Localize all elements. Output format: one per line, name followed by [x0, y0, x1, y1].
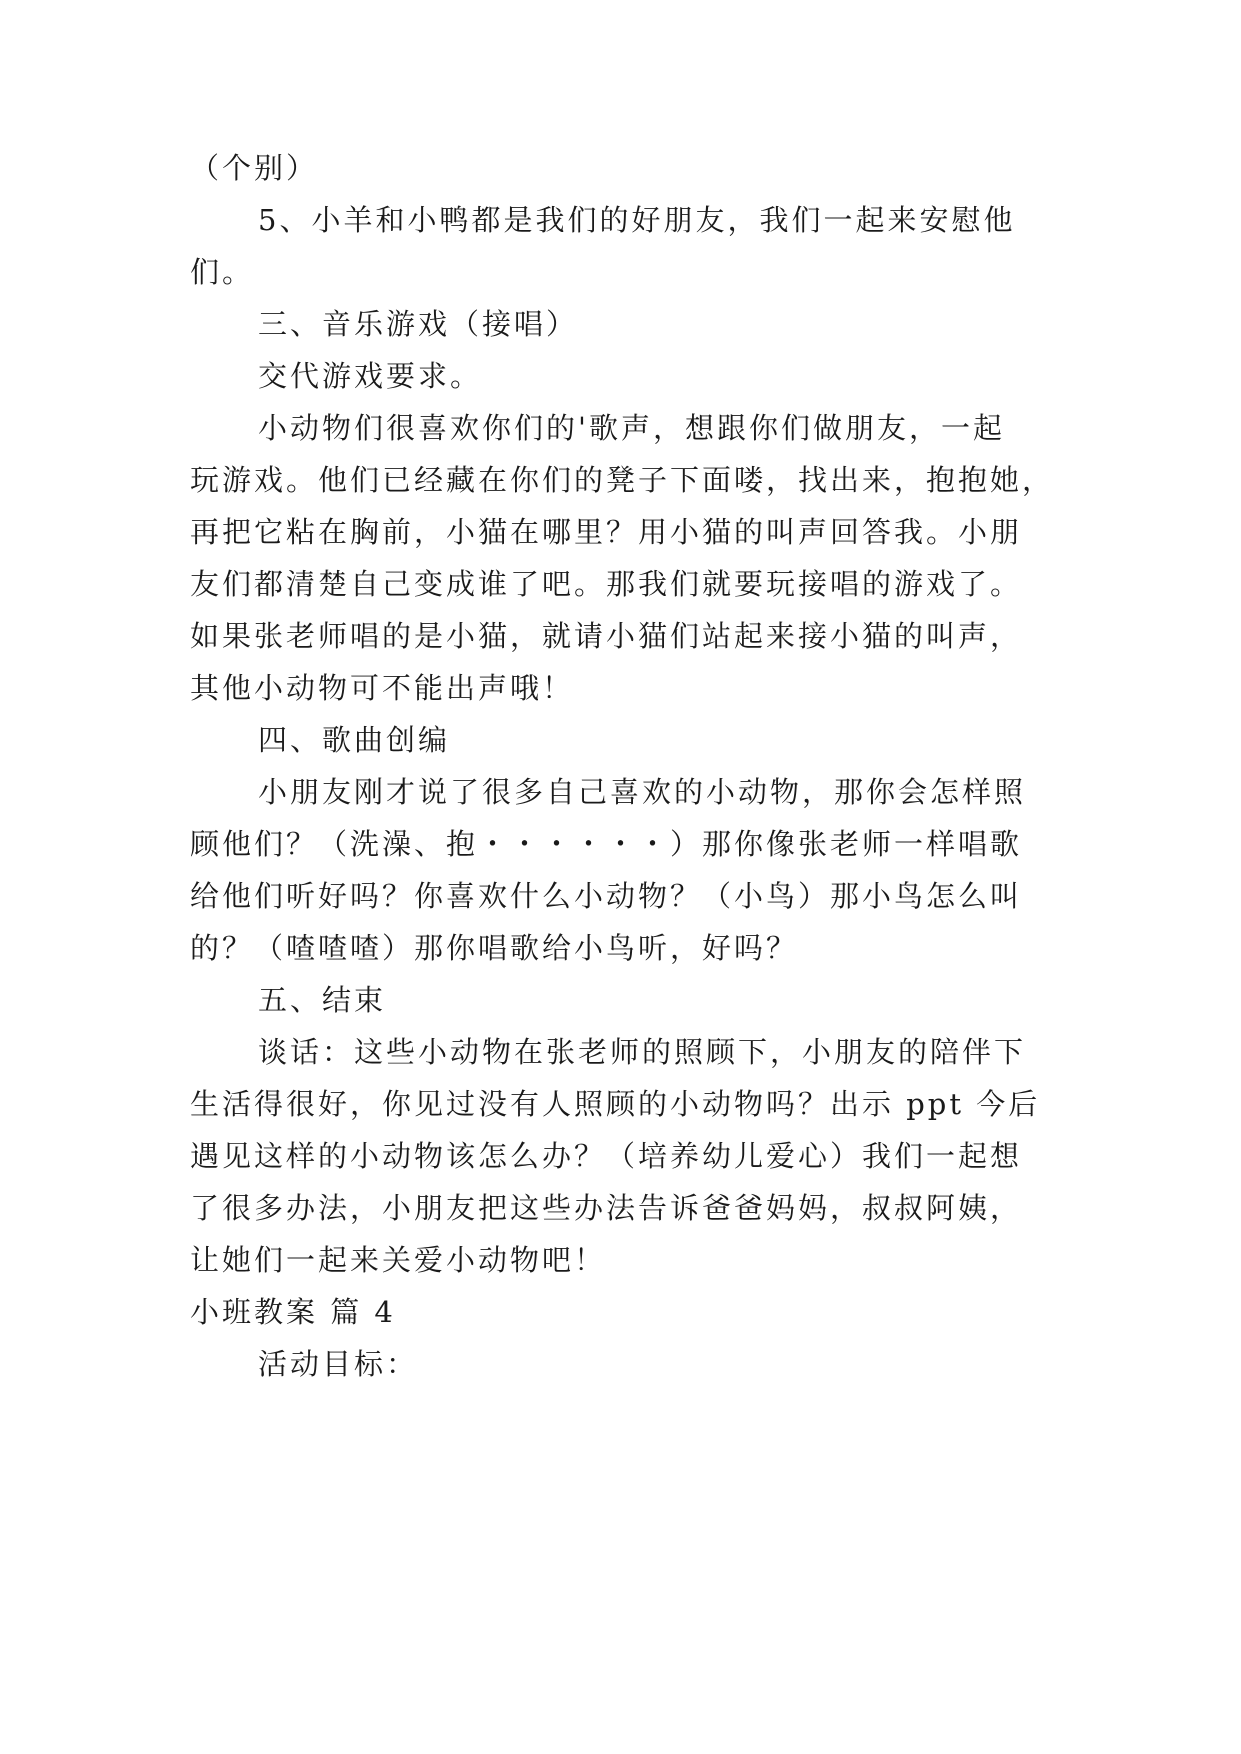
text-line: 小朋友刚才说了很多自己喜欢的小动物，那你会怎样照	[258, 775, 1027, 809]
text-line: 生活得很好，你见过没有人照顾的小动物吗？出示 ppt 今后	[190, 1087, 1041, 1121]
text-line: 了很多办法，小朋友把这些办法告诉爸爸妈妈，叔叔阿姨，	[190, 1191, 1023, 1225]
text-line: 谈话：这些小动物在张老师的照顾下，小朋友的陪伴下	[258, 1035, 1027, 1069]
text-line: 让她们一起来关爱小动物吧！	[190, 1243, 607, 1277]
text-line: 玩游戏。他们已经藏在你们的凳子下面喽，找出来，抱抱她，	[190, 463, 1055, 497]
text-line: 5、小羊和小鸭都是我们的好朋友，我们一起来安慰他	[258, 203, 1016, 237]
text-line: （个别）	[190, 151, 319, 185]
text-line: 如果张老师唱的是小猫，就请小猫们站起来接小猫的叫声，	[190, 619, 1023, 653]
text-line: 给他们听好吗？你喜欢什么小动物？（小鸟）那小鸟怎么叫	[190, 879, 1023, 913]
text-line: 顾他们？（洗澡、抱・・・・・・）那你像张老师一样唱歌	[190, 827, 1023, 861]
text-line: 小动物们很喜欢你们的'歌声，想跟你们做朋友，一起	[258, 411, 1005, 445]
section-heading: 四、歌曲创编	[258, 723, 451, 757]
text-line: 遇见这样的小动物该怎么办？（培养幼儿爱心）我们一起想	[190, 1139, 1023, 1173]
section-heading: 五、结束	[258, 983, 387, 1017]
text-line: 友们都清楚自己变成谁了吧。那我们就要玩接唱的游戏了。	[190, 567, 1023, 601]
text-line: 的？（喳喳喳）那你唱歌给小鸟听，好吗？	[190, 931, 799, 965]
lesson-title: 小班教案 篇 4	[190, 1295, 396, 1329]
text-line: 交代游戏要求。	[258, 359, 483, 393]
section-heading: 三、音乐游戏（接唱）	[258, 307, 579, 341]
text-line: 其他小动物可不能出声哦！	[190, 671, 575, 705]
section-heading: 活动目标：	[258, 1347, 419, 1381]
text-line: 们。	[190, 255, 255, 289]
text-line: 再把它粘在胸前，小猫在哪里？用小猫的叫声回答我。小朋	[190, 515, 1023, 549]
